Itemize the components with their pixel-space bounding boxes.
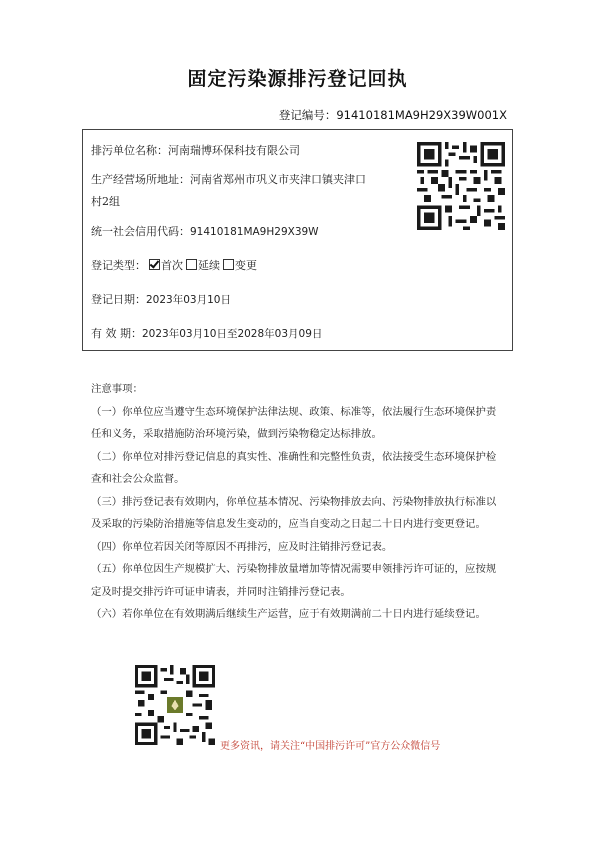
- validity-label: 有 效 期：: [91, 327, 142, 340]
- note-item-5-line2: 定及时提交排污许可证申请表，并同时注销排污登记表。: [91, 585, 351, 598]
- checkbox-empty-icon: [186, 259, 197, 270]
- date-row: [91, 291, 231, 309]
- note-item-5-line1: （五）你单位因生产规模扩大、污染物排放量增加等情况需要申领排污许可证的，应按规: [91, 563, 497, 575]
- credit-code-label: 统一社会信用代码：: [91, 225, 190, 238]
- credit-code-value: 91410181MA9H29X39W: [190, 226, 319, 238]
- address-value-line1: 河南省郑州市巩义市夹津口镇夹津口: [190, 173, 366, 186]
- note-item-3-line2: 及采取的污染防治措施等信息发生变动的，应当自变动之日起二十日内进行变更登记。: [91, 518, 486, 530]
- note-item-1-line2: 任和义务，采取措施防治环境污染，做到污染物稳定达标排放。: [91, 428, 382, 440]
- registration-value: 91410181MA9H29X39W001X: [336, 108, 507, 122]
- note-item-2-line1: （二）你单位对排污登记信息的真实性、准确性和完整性负责，依法接受生态环境保护检: [91, 450, 497, 463]
- notes-heading: 注意事项：: [91, 383, 143, 395]
- credit-code-row: [91, 223, 319, 241]
- type-label: 登记类型：: [91, 259, 146, 272]
- type-option-renewal: 延续: [198, 259, 220, 272]
- note-item-1-line1: （一）你单位应当遵守生态环境保护法律法规、政策、标准等，依法履行生态环境保护责: [91, 405, 497, 418]
- info-box: [82, 129, 513, 351]
- notes-section: [91, 378, 511, 626]
- checkbox-checked-icon: [149, 259, 160, 270]
- registration-number: [279, 107, 507, 123]
- type-row: [91, 257, 257, 275]
- note-item-6: （六）若你单位在有效期满后继续生产运营，应于有效期满前二十日内进行延续登记。: [91, 608, 486, 620]
- wechat-qr-code-icon: [135, 665, 215, 745]
- registration-label: 登记编号：: [278, 108, 337, 122]
- page-title: 固定污染源排污登记回执: [187, 68, 408, 90]
- type-option-change: 变更: [235, 259, 257, 272]
- note-item-2-line2: 查和社会公众监督。: [91, 473, 185, 485]
- unit-name-value: 河南瑞博环保科技有限公司: [168, 144, 300, 157]
- address-label: 生产经营场所地址：: [91, 173, 190, 186]
- validity-value: 2023年03月10日至2028年03月09日: [142, 328, 323, 340]
- unit-name-label: 排污单位名称：: [91, 144, 168, 157]
- note-item-4: （四）你单位若因关闭等原因不再排污，应及时注销排污登记表。: [91, 540, 393, 553]
- address-row-2: [91, 193, 120, 211]
- checkbox-empty-icon: [223, 259, 234, 270]
- note-item-3-line1: （三）排污登记表有效期内，你单位基本情况、污染物排放去向、污染物排放执行标准以: [91, 495, 497, 508]
- address-row: [91, 171, 366, 189]
- validity-row: [91, 325, 322, 343]
- unit-name-row: [91, 142, 300, 160]
- footer-note: 更多资讯，请关注“中国排污许可”官方公众微信号: [220, 741, 441, 752]
- qr-code-icon: [417, 142, 505, 230]
- address-value-line2: 村2组: [91, 195, 120, 208]
- type-option-first: 首次: [161, 259, 183, 272]
- date-value: 2023年03月10日: [146, 294, 231, 306]
- date-label: 登记日期：: [91, 293, 146, 306]
